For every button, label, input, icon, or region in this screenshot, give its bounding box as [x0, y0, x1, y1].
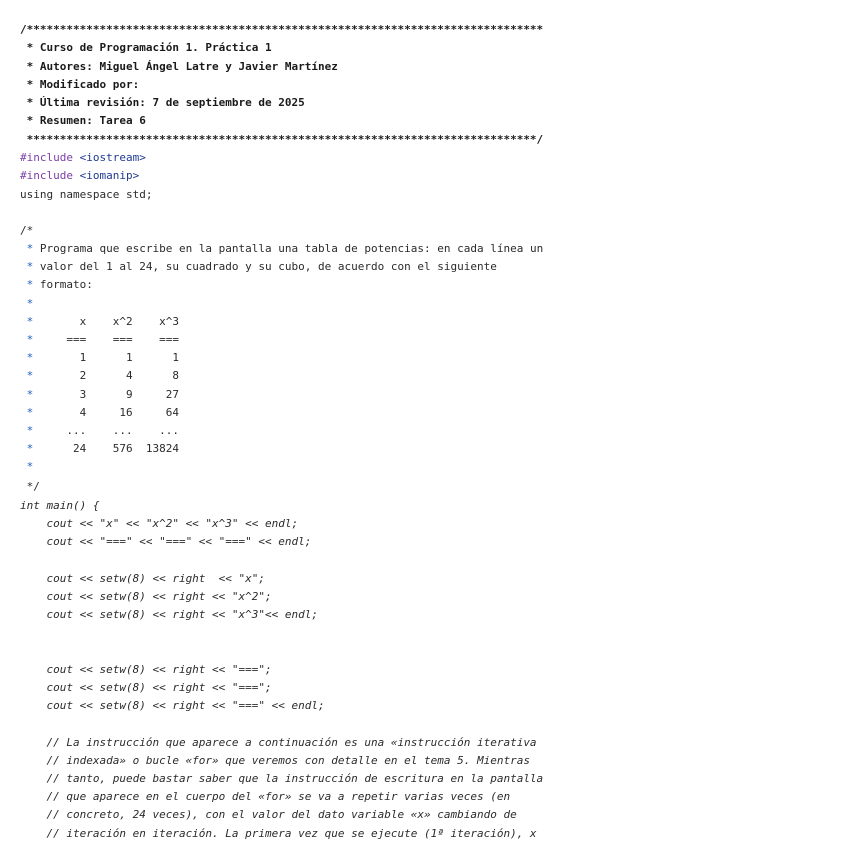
comment-star: *: [20, 442, 34, 455]
comment-text: 24 576 13824: [33, 442, 179, 455]
code-line: cout << setw(8) << right << "===";: [20, 681, 272, 694]
doc-comment-line: [20, 242, 543, 256]
comment-star: *: [20, 406, 34, 419]
header-top-rule: /******************************************************************************: [20, 23, 544, 36]
doc-comment-line: [20, 369, 179, 383]
comment-star: *: [20, 333, 34, 346]
header-bottom-rule: *****************************************************************************/: [20, 133, 544, 146]
doc-comment-line: [20, 333, 179, 347]
include-header: <iomanip>: [79, 169, 140, 182]
doc-comment-line: [20, 442, 179, 456]
comment-star: *: [20, 260, 34, 273]
code-line: // tanto, puede bastar saber que la instrucción de escritura en la pantalla: [20, 772, 544, 785]
comment-text: ... ... ...: [33, 424, 179, 437]
doc-comment-line: [20, 406, 179, 420]
doc-comment-close: */: [20, 480, 40, 493]
header-authors: * Autores: Miguel Ángel Latre y Javier Martínez: [20, 60, 338, 73]
doc-comment-line: [20, 388, 179, 402]
comment-star: *: [20, 424, 34, 437]
code-line: // que aparece en el cuerpo del «for» se va a repetir varias veces (en: [20, 790, 511, 803]
code-line: // indexada» o bucle «for» que veremos con detalle en el tema 5. Mientras: [20, 754, 530, 767]
comment-text: 2 4 8: [33, 369, 179, 382]
header-revision: * Última revisión: 7 de septiembre de 2025: [20, 96, 305, 109]
include-line: [20, 169, 139, 183]
doc-comment-open: /*: [20, 224, 34, 237]
code-line: int main() {: [20, 499, 100, 512]
code-line: cout << "===" << "===" << "===" << endl;: [20, 535, 312, 548]
code-line: cout << setw(8) << right << "x";: [20, 572, 266, 585]
doc-comment-line: [20, 260, 497, 274]
comment-star: *: [20, 278, 34, 291]
doc-comment-line: [20, 297, 33, 311]
comment-star: *: [20, 460, 34, 473]
comment-text: Programa que escribe en la pantalla una tabla de potencias: en cada línea un: [33, 242, 544, 255]
comment-star: *: [20, 388, 34, 401]
code-line: cout << setw(8) << right << "===" << endl;: [20, 699, 325, 712]
code-line: // concreto, 24 veces), con el valor del dato variable «x» cambiando de: [20, 808, 517, 821]
header-course: * Curso de Programación 1. Práctica 1: [20, 41, 272, 54]
doc-comment-line: [20, 351, 179, 365]
include-header: <iostream>: [79, 151, 146, 164]
code-line: cout << setw(8) << right << "x^2";: [20, 590, 272, 603]
include-line: [20, 151, 146, 165]
comment-text: x x^2 x^3: [33, 315, 179, 328]
header-modified: * Modificado por:: [20, 78, 140, 91]
include-directive: #include: [20, 151, 73, 164]
comment-text: === === ===: [33, 333, 179, 346]
comment-text: valor del 1 al 24, su cuadrado y su cubo, de acuerdo con el siguiente: [33, 260, 497, 273]
code-line: cout << setw(8) << right << "===";: [20, 663, 272, 676]
include-directive: #include: [20, 169, 73, 182]
doc-comment-line: [20, 460, 33, 474]
code-line: // La instrucción que aparece a continuación es una «instrucción iterativa: [20, 736, 537, 749]
header-summary: * Resumen: Tarea 6: [20, 114, 146, 127]
doc-comment-line: [20, 278, 93, 292]
comment-star: *: [20, 315, 34, 328]
code-line: // iteración en iteración. La primera vez que se ejecute (1ª iteración), x: [20, 827, 537, 840]
comment-star: *: [20, 351, 34, 364]
comment-text: 4 16 64: [33, 406, 179, 419]
code-line: cout << setw(8) << right << "x^3"<< endl;: [20, 608, 319, 621]
comment-text: 3 9 27: [33, 388, 179, 401]
doc-comment-line: [20, 424, 179, 438]
comment-star: *: [20, 297, 34, 310]
doc-comment-line: [20, 315, 179, 329]
comment-text: formato:: [33, 278, 93, 291]
code-line: cout << "x" << "x^2" << "x^3" << endl;: [20, 517, 299, 530]
comment-star: *: [20, 369, 34, 382]
comment-text: 1 1 1: [33, 351, 179, 364]
using-namespace: using namespace std;: [20, 188, 153, 201]
comment-star: *: [20, 242, 34, 255]
